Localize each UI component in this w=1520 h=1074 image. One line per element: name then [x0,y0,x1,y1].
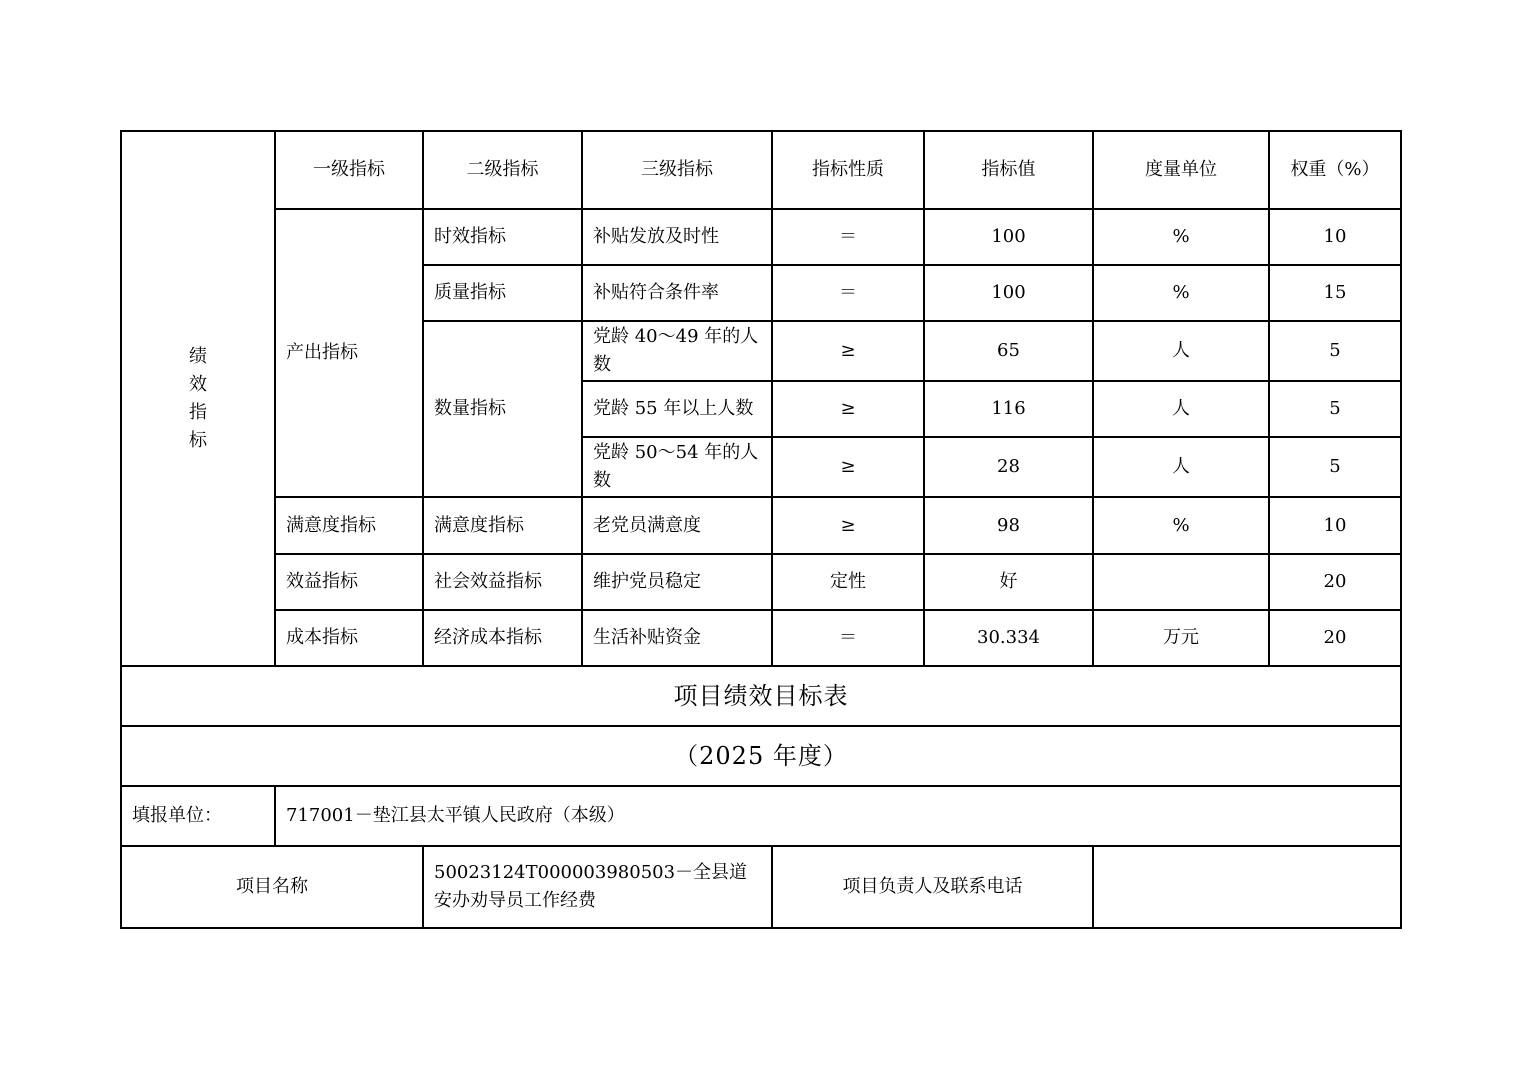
group-benefit: 效益指标 [275,554,423,610]
year-subtitle: （2025 年度） [121,726,1401,786]
value-cell: 65 [924,321,1093,381]
header-unit: 度量单位 [1093,131,1269,209]
weight-cell: 5 [1269,321,1401,381]
indicator-cell: 补贴发放及时性 [582,209,772,265]
header-level1: 一级指标 [275,131,423,209]
nature-cell: ≥ [772,497,924,554]
indicator-cell: 老党员满意度 [582,497,772,554]
fill-unit-label: 填报单位： [121,786,275,846]
side-label-char: 标 [189,429,207,451]
table-row [121,554,1401,610]
project-contact-label: 项目负责人及联系电话 [772,846,1093,928]
unit-cell: % [1093,209,1269,265]
subgroup-satisfaction: 满意度指标 [423,497,582,554]
nature-cell: ≥ [772,437,924,497]
subgroup-social: 社会效益指标 [423,554,582,610]
header-row [121,131,1401,209]
value-cell: 好 [924,554,1093,610]
subgroup-quality: 质量指标 [423,265,582,321]
group-cost: 成本指标 [275,610,423,666]
indicator-cell: 补贴符合条件率 [582,265,772,321]
weight-cell: 5 [1269,381,1401,437]
fill-unit-value: 717001－垫江县太平镇人民政府（本级） [275,786,1401,846]
group-output: 产出指标 [275,209,423,497]
unit-cell: % [1093,497,1269,554]
title-row [121,666,1401,726]
header-level3: 三级指标 [582,131,772,209]
unit-cell: % [1093,265,1269,321]
side-label-char: 指 [189,401,207,423]
unit-cell: 万元 [1093,610,1269,666]
subgroup-economic: 经济成本指标 [423,610,582,666]
header-level2: 二级指标 [423,131,582,209]
year-row [121,726,1401,786]
nature-cell: ＝ [772,209,924,265]
header-weight: 权重（%） [1269,131,1401,209]
value-cell: 98 [924,497,1093,554]
nature-cell: ＝ [772,610,924,666]
value-cell: 100 [924,265,1093,321]
table-row [121,209,1401,265]
project-contact-value [1093,846,1401,928]
value-cell: 30.334 [924,610,1093,666]
unit-cell: 人 [1093,437,1269,497]
indicator-cell: 维护党员稳定 [582,554,772,610]
indicator-cell: 党龄 40～49 年的人数 [582,321,772,381]
nature-cell: ≥ [772,381,924,437]
nature-cell: ＝ [772,265,924,321]
weight-cell: 10 [1269,209,1401,265]
unit-cell: 人 [1093,381,1269,437]
header-value: 指标值 [924,131,1093,209]
subgroup-timeliness: 时效指标 [423,209,582,265]
nature-cell: ≥ [772,321,924,381]
group-satisfaction: 满意度指标 [275,497,423,554]
unit-cell: 人 [1093,321,1269,381]
table-row [121,497,1401,554]
weight-cell: 15 [1269,265,1401,321]
subgroup-quantity: 数量指标 [423,321,582,497]
value-cell: 28 [924,437,1093,497]
unit-cell [1093,554,1269,610]
weight-cell: 5 [1269,437,1401,497]
header-nature: 指标性质 [772,131,924,209]
page-title: 项目绩效目标表 [121,666,1401,726]
fill-unit-row [121,786,1401,846]
project-name-value: 50023124T000003980503－全县道安办劝导员工作经费 [423,846,772,928]
weight-cell: 10 [1269,497,1401,554]
value-cell: 116 [924,381,1093,437]
indicator-cell: 党龄 50～54 年的人数 [582,437,772,497]
side-label-char: 绩 [189,345,207,367]
side-label-performance-indicators [121,131,275,666]
weight-cell: 20 [1269,554,1401,610]
side-label-char: 效 [189,373,207,395]
project-name-label: 项目名称 [121,846,423,928]
project-row [121,846,1401,928]
table-row [121,610,1401,666]
performance-target-table [120,130,1402,929]
nature-cell: 定性 [772,554,924,610]
value-cell: 100 [924,209,1093,265]
indicator-cell: 生活补贴资金 [582,610,772,666]
indicator-cell: 党龄 55 年以上人数 [582,381,772,437]
weight-cell: 20 [1269,610,1401,666]
